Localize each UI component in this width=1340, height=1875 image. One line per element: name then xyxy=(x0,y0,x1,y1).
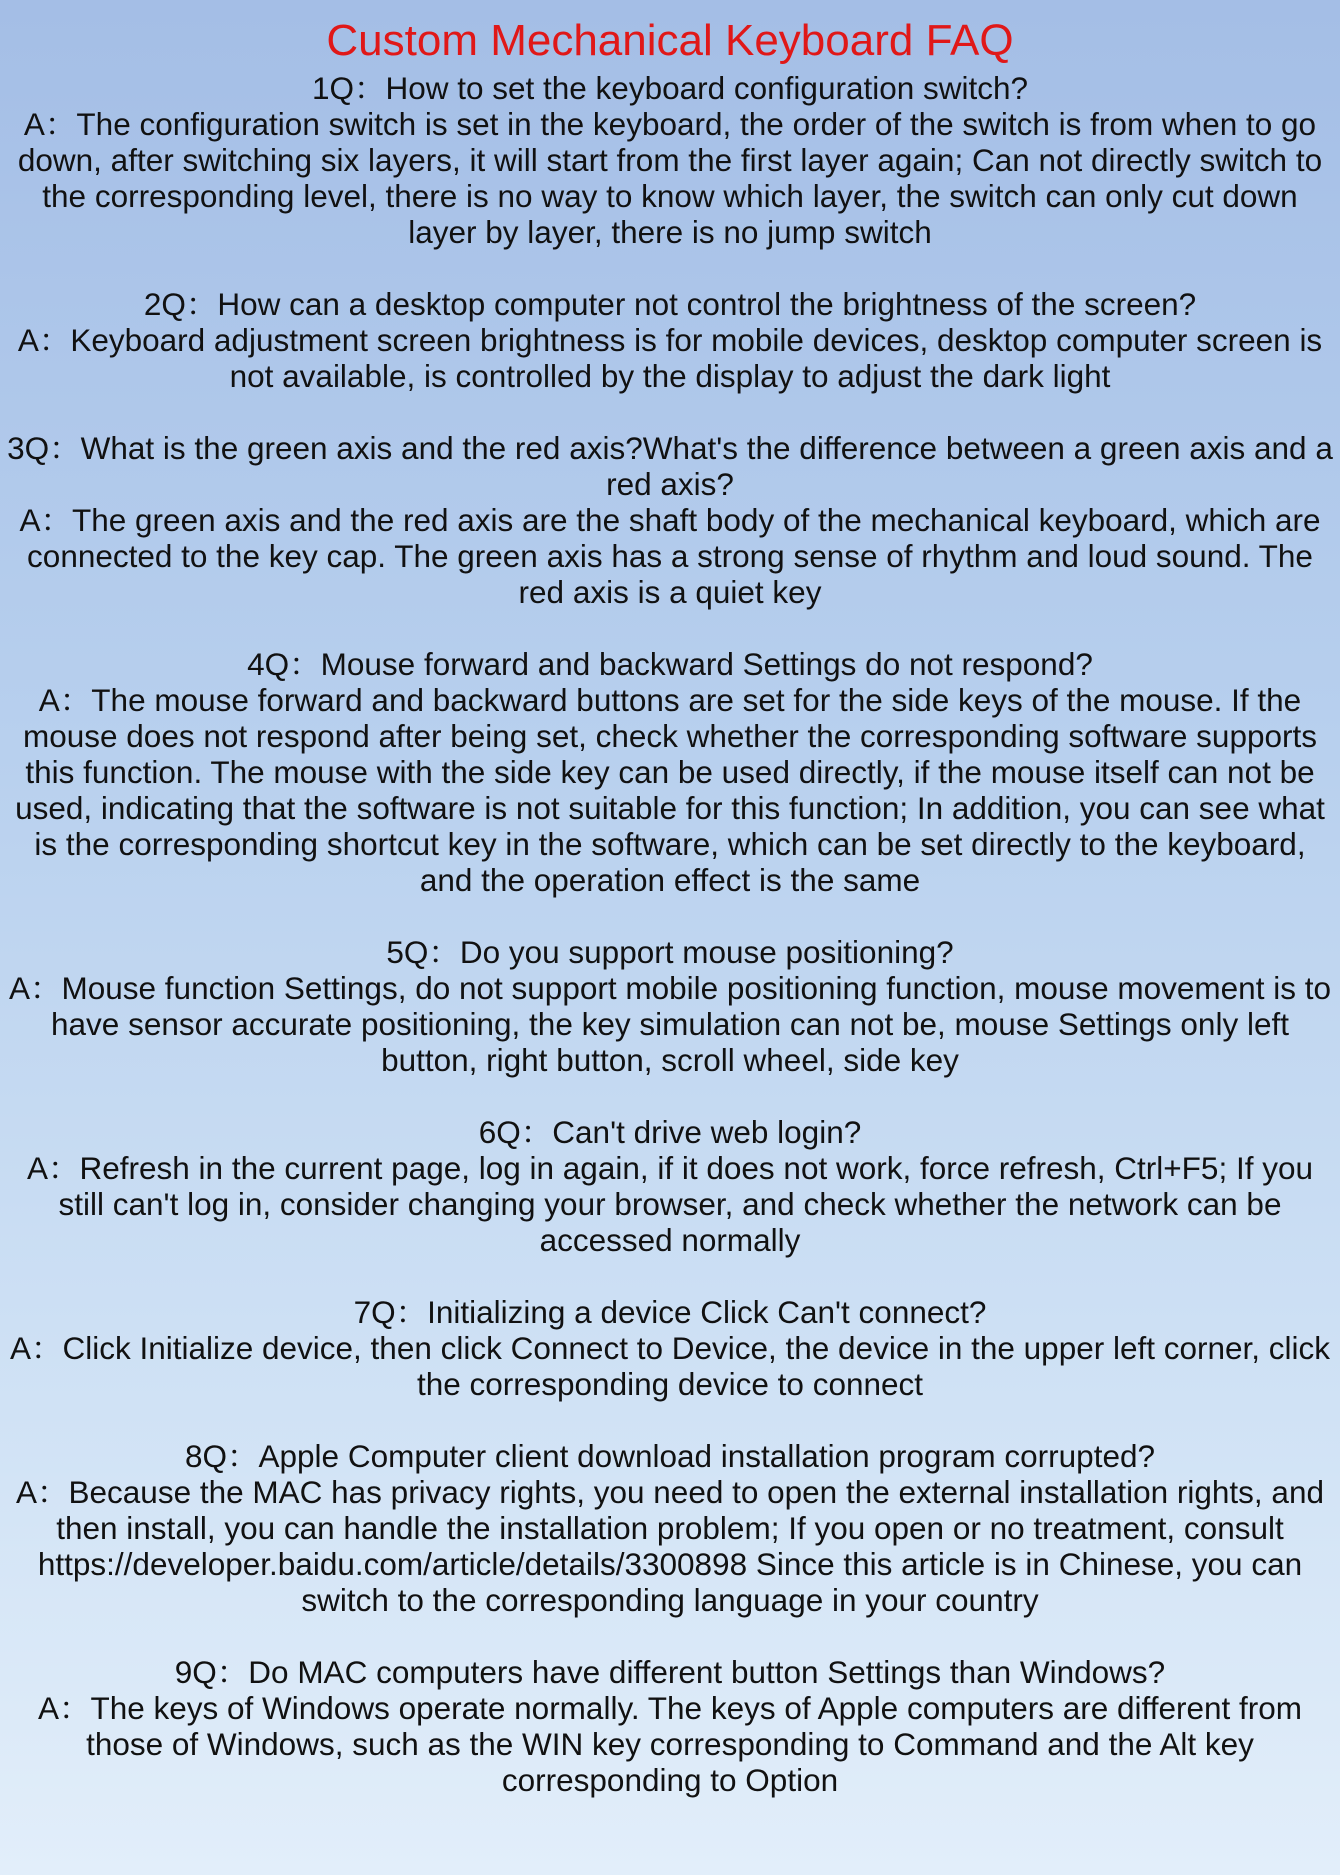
faq-question-4: 4Q：Mouse forward and backward Settings do not respond? xyxy=(247,646,1093,682)
faq-answer-1: A：The configuration switch is set in the keyboard, the order of the switch is from when to go down, after switching six layers, it will start from the first layer again; Can not directly switch to the corresponding level, there is no way to know which layer, the switch can only cut down layer by layer, there is no jump switch xyxy=(17,106,1323,250)
faq-question-6: 6Q：Can't drive web login? xyxy=(478,1114,862,1150)
faq-item-4 xyxy=(4,646,1336,898)
faq-answer-3: A：The green axis and the red axis are the shaft body of the mechanical keyboard, which are connected to the key cap. The green axis has a strong sense of rhythm and loud sound. The red axis is a quiet key xyxy=(19,502,1321,610)
faq-question-9: 9Q：Do MAC computers have different button Settings than Windows? xyxy=(174,1654,1166,1690)
faq-item-3 xyxy=(4,430,1336,610)
faq-question-8: 8Q：Apple Computer client download installation program corrupted? xyxy=(184,1438,1156,1474)
faq-answer-7: A：Click Initialize device, then click Connect to Device, the device in the upper left corner, click the corresponding device to connect xyxy=(9,1330,1331,1402)
faq-answer-6: A：Refresh in the current page, log in again, if it does not work, force refresh, Ctrl+F5; If you still can't log in, consider changing your browser, and check whether the network can be accessed normally xyxy=(27,1150,1313,1258)
faq-question-7: 7Q：Initializing a device Click Can't connect? xyxy=(353,1294,987,1330)
faq-answer-9: A：The keys of Windows operate normally. The keys of Apple computers are different from those of Windows, such as the WIN key corresponding to Command and the Alt key corresponding to Option xyxy=(37,1690,1303,1798)
faq-item-7 xyxy=(4,1294,1336,1402)
faq-item-1 xyxy=(4,70,1336,250)
faq-question-5: 5Q：Do you support mouse positioning? xyxy=(386,934,954,970)
faq-question-3: 3Q：What is the green axis and the red axis?What's the difference between a green axis and a red axis? xyxy=(7,430,1333,502)
faq-item-5 xyxy=(4,934,1336,1078)
faq-item-2 xyxy=(4,286,1336,394)
faq-question-1: 1Q：How to set the keyboard configuration switch? xyxy=(311,70,1029,106)
faq-answer-4: A：The mouse forward and backward buttons are set for the side keys of the mouse. If the mouse does not respond after being set, check whether the corresponding software supports this function. The mouse with the side key can be used directly, if the mouse itself can not be used, indicating that the software is not suitable for this function; In addition, you can see what is the corresponding shortcut key in the software, which can be set directly to the keyboard, and the operation effect is the same xyxy=(15,682,1325,898)
faq-question-2: 2Q：How can a desktop computer not control the brightness of the screen? xyxy=(143,286,1197,322)
faq-answer-8: A：Because the MAC has privacy rights, you need to open the external installation rights, and then install, you can handle the installation problem; If you open or no treatment, consult https://developer.baidu.com/article/details/3300898 Since this article is in Chinese, you can switch to the corresponding language in your country xyxy=(16,1474,1324,1618)
faq-item-9 xyxy=(4,1654,1336,1798)
page-title: Custom Mechanical Keyboard FAQ xyxy=(326,16,1014,65)
faq-item-6 xyxy=(4,1114,1336,1258)
faq-item-8 xyxy=(4,1438,1336,1618)
faq-answer-5: A：Mouse function Settings, do not support mobile positioning function, mouse movement is to have sensor accurate positioning, the key simulation can not be, mouse Settings only left button, right button, scroll wheel, side key xyxy=(9,970,1331,1078)
faq-answer-2: A：Keyboard adjustment screen brightness is for mobile devices, desktop computer screen is not available, is controlled by the display to adjust the dark light xyxy=(17,322,1323,394)
